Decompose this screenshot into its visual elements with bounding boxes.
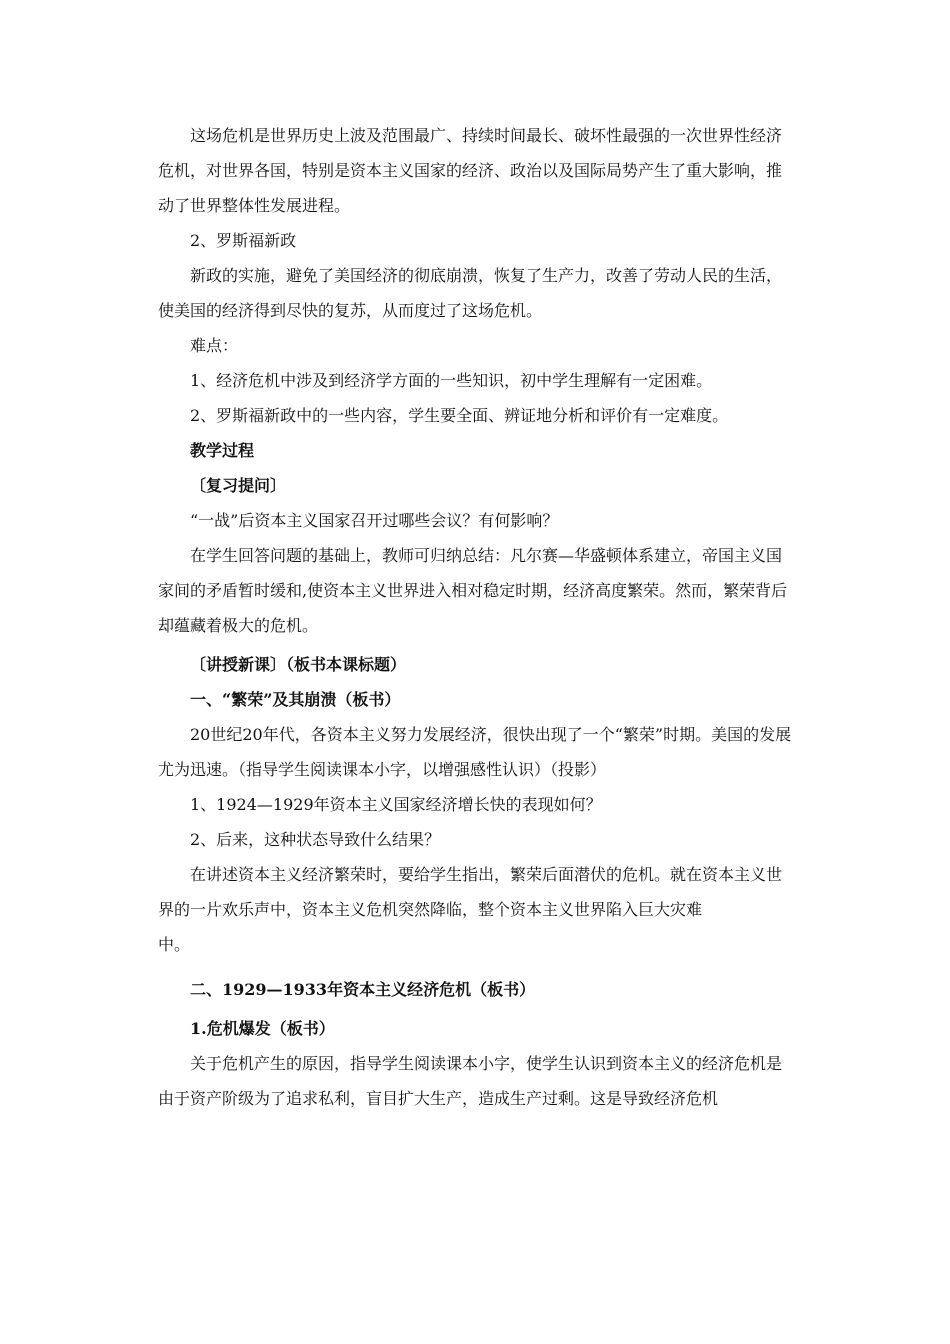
heading-difficulties: 难点： xyxy=(190,336,239,355)
paragraph-teacher-summary: 在学生回答问题的基础上，教师可归纳总结：凡尔赛—华盛顿体系建立，帝国主义国家间的矛盾暂时缓和,使资本主义世界进入相对稳定时期，经济高度繁荣。然而，繁荣背后却蕴藏着极大的危机。 xyxy=(158,546,788,635)
heading-new-lesson: 〔讲授新课〕（板书本课标题） xyxy=(190,655,407,674)
review-question: “一战”后资本主义国家召开过哪些会议？有何影响？ xyxy=(190,511,559,530)
question-item-1: 1、1924—1929年资本主义国家经济增长快的表现如何？ xyxy=(190,795,602,814)
paragraph-1920s-prosperity: 20世纪20年代，各资本主义努力发展经济，很快出现了一个“繁荣”时期。美国的发展尤为迅速。（指导学生阅读课本小字，以增强感性认识）（投影） xyxy=(158,725,792,779)
paragraph-crisis-significance: 这场危机是世界历史上波及范围最广、持续时间最长、破坏性最强的一次世界性经济危机，对世界各国，特别是资本主义国家的经济、政治以及国际局势产生了重大影响，推动了世界整体性发展进程。 xyxy=(158,126,783,215)
paragraph-hidden-crisis-end: 中。 xyxy=(158,935,191,954)
heading-review-questions: 〔复习提问〕 xyxy=(190,476,287,495)
section-heading-economic-crisis: 二、1929—1933年资本主义经济危机（板书） xyxy=(190,980,536,999)
heading-teaching-process: 教学过程 xyxy=(190,441,255,460)
paragraph-crisis-causes: 关于危机产生的原因，指导学生阅读课本小字，使学生认识到资本主义的经济危机是由于资产阶级为了追求私利，盲目扩大生产，造成生产过剩。这是导致经济危机 xyxy=(158,1054,783,1108)
difficulty-item-1: 1、经济危机中涉及到经济学方面的一些知识，初中学生理解有一定困难。 xyxy=(190,371,713,390)
question-item-2: 2、后来，这种状态导致什么结果？ xyxy=(190,830,441,849)
subsection-heading-crisis-outbreak: 1.危机爆发（板书） xyxy=(190,1019,335,1038)
paragraph-hidden-crisis: 在讲述资本主义经济繁荣时，要给学生指出，繁荣后面潜伏的危机。就在资本主义世界的一片欢乐声中，资本主义危机突然降临，整个资本主义世界陷入巨大灾难 xyxy=(158,865,783,919)
section-heading-prosperity: 一、“繁荣”及其崩溃（板书） xyxy=(190,690,401,709)
document-body xyxy=(158,118,794,1116)
difficulty-item-2: 2、罗斯福新政中的一些内容，学生要全面、辨证地分析和评价有一定难度。 xyxy=(190,406,729,425)
heading-roosevelt-new-deal: 2、罗斯福新政 xyxy=(190,231,297,250)
paragraph-new-deal-effect: 新政的实施，避免了美国经济的彻底崩溃，恢复了生产力，改善了劳动人民的生活，使美国的经济得到尽快的复苏，从而度过了这场危机。 xyxy=(158,266,783,320)
